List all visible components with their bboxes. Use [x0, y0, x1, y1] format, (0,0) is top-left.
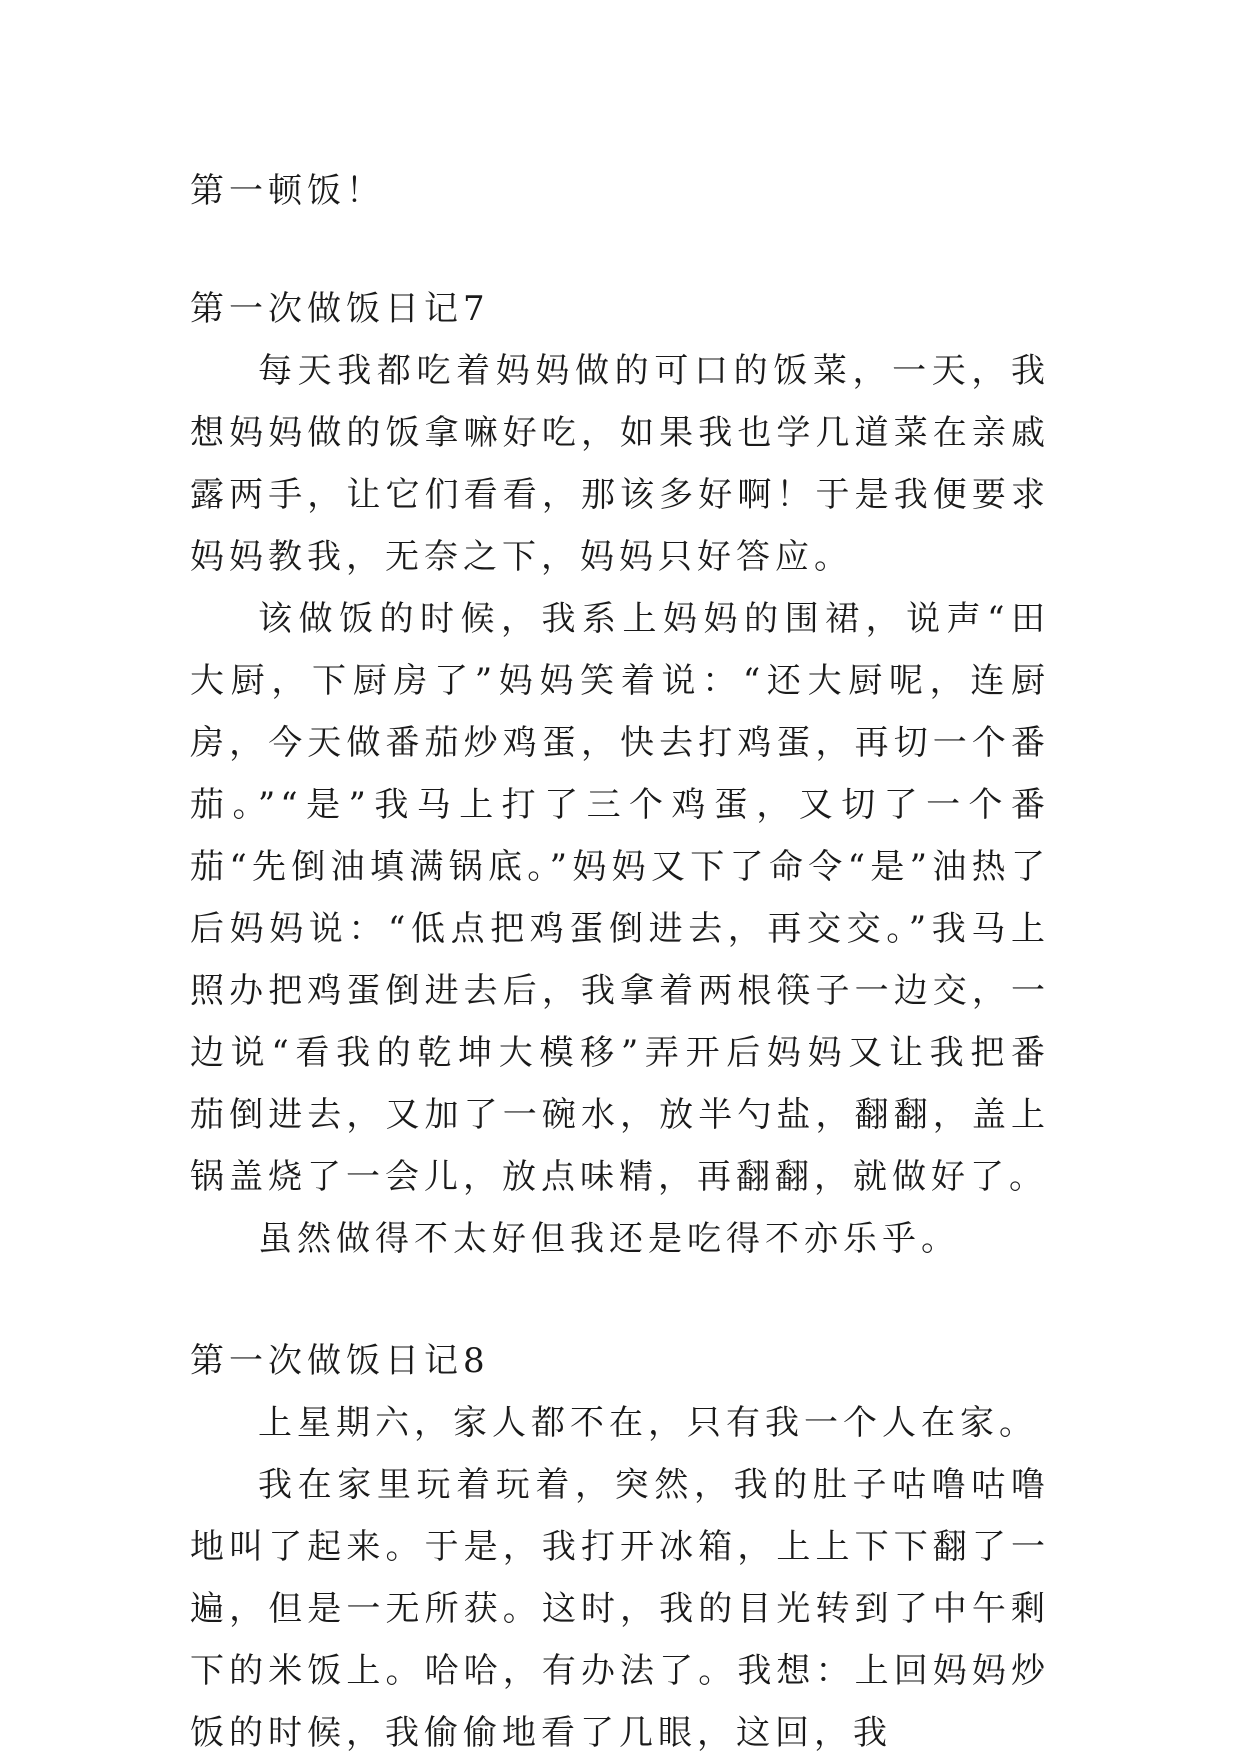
diary-entry-7 [190, 278, 1050, 1270]
diary-entry-8 [190, 1330, 1050, 1764]
previous-entry-closing-line: 第一顿饭！ [190, 171, 385, 211]
entry-8-paragraph-2: 我在家里玩着玩着，突然，我的肚子咕噜咕噜地叫了起来。于是，我打开冰箱，上上下下翻了一遍，但是一无所获。这时，我的目光转到了中午剩下的米饭上。哈哈，有办法了。我想：上回妈妈炒饭的时候，我偷偷地看了几眼，这回，我 [190, 1465, 1050, 1753]
entry-7-title: 第一次做饭日记7 [190, 289, 490, 329]
entry-7-paragraph-2: 该做饭的时候，我系上妈妈的围裙，说声“田大厨，下厨房了”妈妈笑着说：“还大厨呢，连厨房，今天做番茄炒鸡蛋，快去打鸡蛋，再切一个番茄。”“是”我马上打了三个鸡蛋，又切了一个番茄“先倒油填满锅底。”妈妈又下了命令“是”油热了后妈妈说：“低点把鸡蛋倒进去，再交交。”我马上照办把鸡蛋倒进去后，我拿着两根筷子一边交，一边说“看我的乾坤大模移”弄开后妈妈又让我把番茄倒进去，又加了一碗水，放半勺盐，翻翻，盖上锅盖烧了一会儿，放点味精，再翻翻，就做好了。 [190, 599, 1050, 1197]
entry-7-paragraph-1: 每天我都吃着妈妈做的可口的饭菜，一天，我想妈妈做的饭拿嘛好吃，如果我也学几道菜在亲戚露两手，让它们看看，那该多好啊！于是我便要求妈妈教我，无奈之下，妈妈只好答应。 [190, 351, 1050, 577]
entry-7-paragraph-3: 虽然做得不太好但我还是吃得不亦乐乎。 [258, 1219, 960, 1259]
section-spacer [190, 222, 1050, 278]
section-spacer [190, 1270, 1050, 1330]
entry-8-title: 第一次做饭日记8 [190, 1341, 490, 1381]
entry-8-paragraph-1: 上星期六，家人都不在，只有我一个人在家。 [258, 1403, 1038, 1443]
document-body [190, 160, 1050, 1764]
